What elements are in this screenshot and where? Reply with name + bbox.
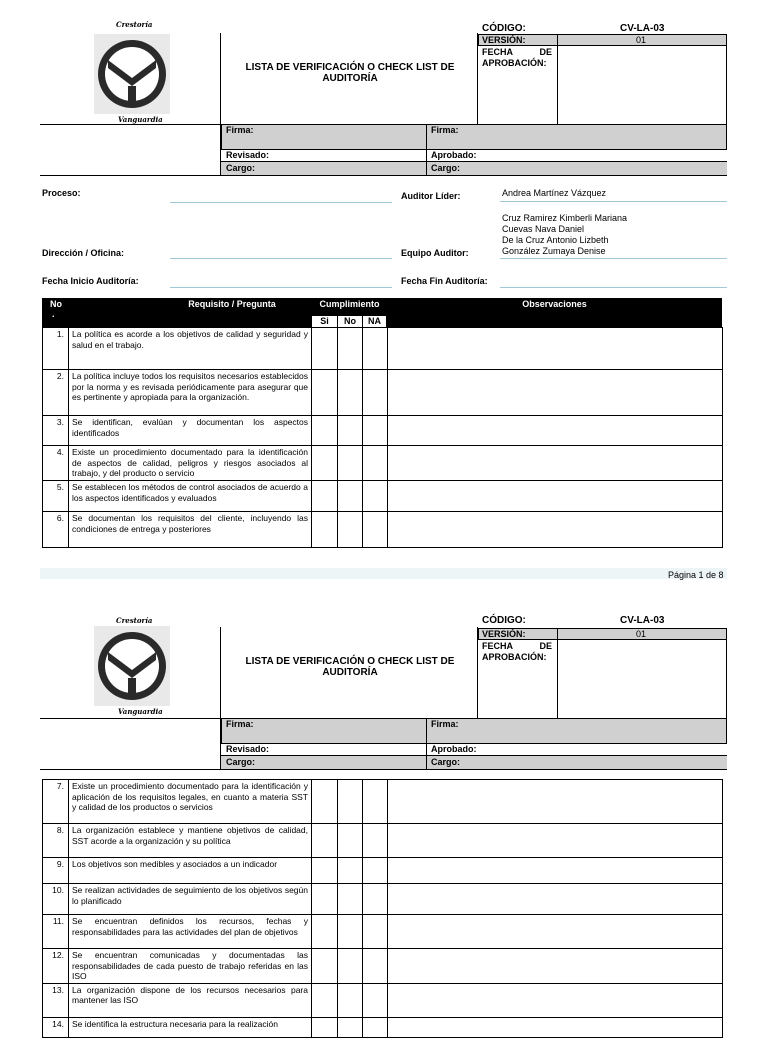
row-number: 10. bbox=[43, 884, 69, 915]
no-cell[interactable] bbox=[338, 416, 363, 446]
cargo-label-2: Cargo: bbox=[431, 163, 460, 173]
row-number: 5. bbox=[43, 481, 69, 512]
row-requirement: La organización dispone de los recursos necesarios para mantener las ISO bbox=[69, 983, 312, 1017]
na-cell[interactable] bbox=[363, 824, 388, 858]
si-cell[interactable] bbox=[312, 328, 338, 370]
row-number: 3. bbox=[43, 416, 69, 446]
col-observaciones-header: Observaciones bbox=[522, 299, 587, 309]
observation-cell[interactable] bbox=[388, 949, 723, 984]
aprobado-label: Aprobado: bbox=[431, 744, 477, 754]
si-cell[interactable] bbox=[312, 512, 338, 548]
row-number: 14. bbox=[43, 1017, 69, 1037]
table-row bbox=[43, 1017, 723, 1037]
codigo-value: CV-LA-03 bbox=[620, 23, 665, 34]
cargo-label-2: Cargo: bbox=[431, 757, 460, 767]
equipo-auditor-field[interactable] bbox=[500, 258, 727, 259]
row-number: 2. bbox=[43, 370, 69, 416]
aprobado-label: Aprobado: bbox=[431, 150, 477, 160]
no-cell[interactable] bbox=[338, 446, 363, 481]
fecha-inicio-field[interactable] bbox=[170, 287, 392, 288]
na-cell[interactable] bbox=[363, 983, 388, 1017]
si-cell[interactable] bbox=[312, 370, 338, 416]
checklist-table-page-2 bbox=[42, 779, 723, 1038]
document-title: LISTA DE VERIFICACIÓN O CHECK LIST DE AUDITORÍA bbox=[245, 656, 455, 678]
no-cell[interactable] bbox=[338, 983, 363, 1017]
observation-cell[interactable] bbox=[388, 780, 723, 824]
table-row bbox=[43, 446, 723, 481]
proceso-label: Proceso: bbox=[42, 188, 81, 198]
row-requirement: La organización establece y mantiene objetivos de calidad, SST acorde a la organización y su política bbox=[69, 824, 312, 858]
row-requirement: Se realizan actividades de seguimiento de los objetivos según lo planificado bbox=[69, 884, 312, 915]
row-requirement: La política es acorde a los objetivos de calidad y seguridad y salud en el trabajo. bbox=[69, 328, 312, 370]
observation-cell[interactable] bbox=[388, 983, 723, 1017]
row-number: 9. bbox=[43, 858, 69, 884]
si-cell[interactable] bbox=[312, 481, 338, 512]
na-cell[interactable] bbox=[363, 780, 388, 824]
observation-cell[interactable] bbox=[388, 328, 723, 370]
equipo-member: González Zumaya Denise bbox=[502, 246, 606, 256]
firma-label-2: Firma: bbox=[431, 719, 459, 729]
na-cell[interactable] bbox=[363, 884, 388, 915]
auditor-lider-value: Andrea Martínez Vázquez bbox=[502, 188, 607, 198]
firma-label-1: Firma: bbox=[226, 719, 254, 729]
row-requirement: Se identifican, evalúan y documentan los aspectos identificados bbox=[69, 416, 312, 446]
row-number: 6. bbox=[43, 512, 69, 548]
no-cell[interactable] bbox=[338, 858, 363, 884]
si-cell[interactable] bbox=[312, 416, 338, 446]
company-logo-icon bbox=[94, 626, 170, 706]
equipo-member: Cuevas Nava Daniel bbox=[502, 224, 585, 234]
row-number: 13. bbox=[43, 983, 69, 1017]
observation-cell[interactable] bbox=[388, 416, 723, 446]
no-cell[interactable] bbox=[338, 328, 363, 370]
row-requirement: Existe un procedimiento documentado para la identificación de aspectos de calidad, peligros y riesgos asociados al trabajo, y del producto o servicio bbox=[69, 446, 312, 481]
version-value: 01 bbox=[636, 629, 647, 639]
table-row bbox=[43, 780, 723, 824]
observation-cell[interactable] bbox=[388, 915, 723, 949]
auditor-lider-field[interactable] bbox=[500, 201, 727, 202]
no-cell[interactable] bbox=[338, 512, 363, 548]
page-number: Página 1 de 8 bbox=[668, 570, 724, 580]
logo-top-text: Crestoría bbox=[116, 20, 153, 29]
na-cell[interactable] bbox=[363, 1017, 388, 1037]
table-row bbox=[43, 858, 723, 884]
na-cell[interactable] bbox=[363, 858, 388, 884]
checklist-table-header bbox=[42, 298, 722, 327]
si-cell[interactable] bbox=[312, 915, 338, 949]
si-cell[interactable] bbox=[312, 884, 338, 915]
na-cell[interactable] bbox=[363, 446, 388, 481]
col-si-header: Si bbox=[311, 316, 337, 327]
row-requirement: Se encuentran definidos los recursos, fechas y responsabilidades para las actividades del plan de objetivos bbox=[69, 915, 312, 949]
no-cell[interactable] bbox=[338, 884, 363, 915]
table-row bbox=[43, 983, 723, 1017]
col-no-header: No bbox=[50, 299, 62, 309]
footer-band bbox=[40, 568, 727, 579]
no-cell[interactable] bbox=[338, 1017, 363, 1037]
table-row bbox=[43, 949, 723, 984]
observation-cell[interactable] bbox=[388, 1017, 723, 1037]
codigo-label: CÓDIGO: bbox=[482, 615, 526, 626]
row-requirement: La política incluye todos los requisitos necesarios establecidos por la norma y es revisada periódicamente para asegurar que es pertinente y apropiada para la organización. bbox=[69, 370, 312, 416]
checklist-table-page-1 bbox=[42, 327, 723, 548]
col-no-compliance-header: No bbox=[337, 316, 362, 327]
si-cell[interactable] bbox=[312, 446, 338, 481]
observation-cell[interactable] bbox=[388, 481, 723, 512]
cargo-label-1: Cargo: bbox=[226, 757, 255, 767]
row-number: 8. bbox=[43, 824, 69, 858]
cargo-label-1: Cargo: bbox=[226, 163, 255, 173]
version-value: 01 bbox=[636, 35, 647, 45]
si-cell[interactable] bbox=[312, 949, 338, 984]
firma-label-1: Firma: bbox=[226, 125, 254, 135]
observation-cell[interactable] bbox=[388, 370, 723, 416]
row-requirement: Existe un procedimiento documentado para la identificación y aplicación de los requisitos legales, en cuanto a materia SST y calidad de los productos o servicios bbox=[69, 780, 312, 824]
no-cell[interactable] bbox=[338, 915, 363, 949]
na-cell[interactable] bbox=[363, 328, 388, 370]
auditor-lider-label: Auditor Líder: bbox=[401, 191, 461, 201]
si-cell[interactable] bbox=[312, 780, 338, 824]
fecha-fin-field[interactable] bbox=[500, 287, 727, 288]
equipo-auditor-list bbox=[502, 213, 627, 257]
firma-label-2: Firma: bbox=[431, 125, 459, 135]
logo-bottom-text: Vanguardia bbox=[118, 707, 163, 716]
na-cell[interactable] bbox=[363, 481, 388, 512]
row-number: 7. bbox=[43, 780, 69, 824]
revisado-label: Revisado: bbox=[226, 744, 270, 754]
version-label: VERSIÓN: bbox=[482, 629, 526, 639]
row-number: 1. bbox=[43, 328, 69, 370]
no-cell[interactable] bbox=[338, 949, 363, 984]
table-row bbox=[43, 512, 723, 548]
direccion-label: Dirección / Oficina: bbox=[42, 248, 125, 258]
document-title: LISTA DE VERIFICACIÓN O CHECK LIST DE AUDITORÍA bbox=[245, 62, 455, 84]
equipo-auditor-label: Equipo Auditor: bbox=[401, 248, 469, 258]
codigo-label: CÓDIGO: bbox=[482, 23, 526, 34]
na-cell[interactable] bbox=[363, 512, 388, 548]
equipo-member: Cruz Ramirez Kimberli Mariana bbox=[502, 213, 628, 223]
na-cell[interactable] bbox=[363, 370, 388, 416]
logo-top-text: Crestoría bbox=[116, 616, 153, 625]
table-row bbox=[43, 370, 723, 416]
fecha-aprobacion-label: FECHA DE APROBACIÓN: bbox=[482, 47, 552, 68]
row-number: 12. bbox=[43, 949, 69, 984]
no-cell[interactable] bbox=[338, 481, 363, 512]
table-row bbox=[43, 884, 723, 915]
no-cell[interactable] bbox=[338, 370, 363, 416]
no-cell[interactable] bbox=[338, 780, 363, 824]
row-requirement: Se identifica la estructura necesaria para la realización bbox=[69, 1017, 312, 1037]
col-na-header: NA bbox=[362, 316, 387, 327]
proceso-field[interactable] bbox=[170, 202, 392, 203]
fecha-fin-label: Fecha Fin Auditoría: bbox=[401, 276, 488, 286]
table-row bbox=[43, 824, 723, 858]
no-cell[interactable] bbox=[338, 824, 363, 858]
na-cell[interactable] bbox=[363, 416, 388, 446]
si-cell[interactable] bbox=[312, 824, 338, 858]
col-cumplimiento-header: Cumplimiento bbox=[319, 299, 380, 309]
table-row bbox=[43, 481, 723, 512]
observation-cell[interactable] bbox=[388, 446, 723, 481]
version-label: VERSIÓN: bbox=[482, 35, 526, 45]
col-no-dot: . bbox=[52, 309, 55, 319]
observation-cell[interactable] bbox=[388, 884, 723, 915]
row-requirement: Se establecen los métodos de control asociados de acuerdo a los aspectos identificados y evaluados bbox=[69, 481, 312, 512]
company-logo-icon bbox=[94, 34, 170, 114]
row-number: 4. bbox=[43, 446, 69, 481]
row-requirement: Se encuentran comunicadas y documentadas las responsabilidades de cada puesto de trabajo referidas en las ISO bbox=[69, 949, 312, 984]
row-number: 11. bbox=[43, 915, 69, 949]
observation-cell[interactable] bbox=[388, 858, 723, 884]
codigo-value: CV-LA-03 bbox=[620, 615, 665, 626]
table-row bbox=[43, 915, 723, 949]
table-row bbox=[43, 328, 723, 370]
na-cell[interactable] bbox=[363, 915, 388, 949]
si-cell[interactable] bbox=[312, 1017, 338, 1037]
logo-bottom-text: Vanguardia bbox=[118, 115, 163, 124]
si-cell[interactable] bbox=[312, 858, 338, 884]
col-requisito-header: Requisito / Pregunta bbox=[188, 299, 276, 309]
na-cell[interactable] bbox=[363, 949, 388, 984]
row-requirement: Se documentan los requisitos del cliente, incluyendo las condiciones de entrega y posteriores bbox=[69, 512, 312, 548]
direccion-field[interactable] bbox=[170, 258, 392, 259]
si-cell[interactable] bbox=[312, 983, 338, 1017]
observation-cell[interactable] bbox=[388, 512, 723, 548]
row-requirement: Los objetivos son medibles y asociados a un indicador bbox=[69, 858, 312, 884]
fecha-aprobacion-label: FECHA DE APROBACIÓN: bbox=[482, 641, 552, 662]
observation-cell[interactable] bbox=[388, 824, 723, 858]
fecha-inicio-label: Fecha Inicio Auditoría: bbox=[42, 276, 139, 286]
table-row bbox=[43, 416, 723, 446]
equipo-member: De la Cruz Antonio Lizbeth bbox=[502, 235, 609, 245]
revisado-label: Revisado: bbox=[226, 150, 270, 160]
